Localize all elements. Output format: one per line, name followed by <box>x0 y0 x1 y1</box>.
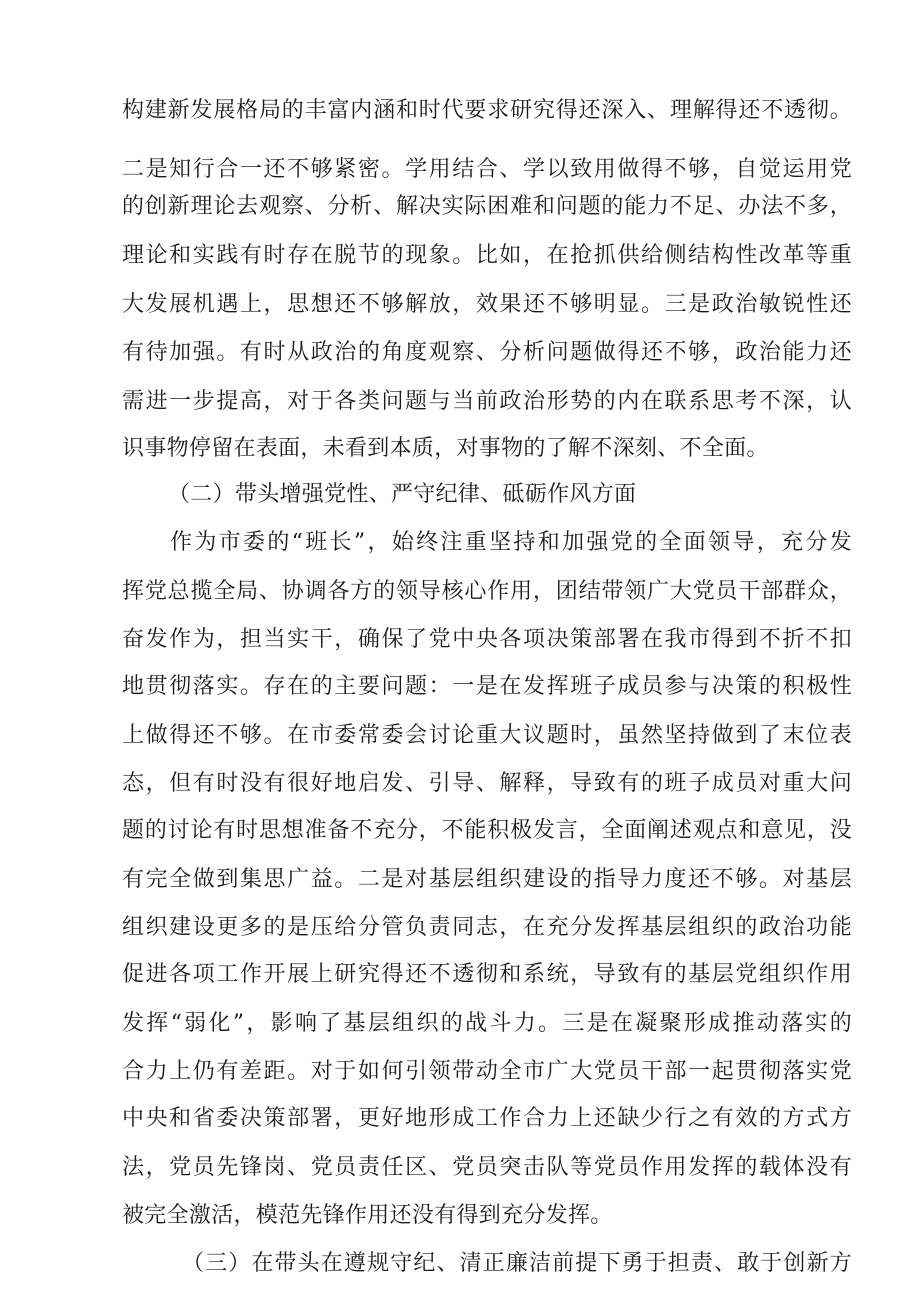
paragraph-line: 促进各项工作开展上研究得还不透彻和系统，导致有的基层党组织作用 <box>122 962 852 987</box>
paragraph-line: 奋发作为，担当实干，确保了党中央各项决策部署在我市得到不折不扣 <box>122 627 852 652</box>
paragraph-line: 识事物停留在表面，未看到本质，对事物的了解不深刻、不全面。 <box>122 436 769 461</box>
paragraph-line: 中央和省委决策部署，更好地形成工作合力上还缺少行之有效的方式方 <box>122 1106 852 1131</box>
paragraph-line: 组织建设更多的是压给分管负责同志，在充分发挥基层组织的政治功能 <box>122 915 852 940</box>
paragraph-line: 挥党总揽全局、协调各方的领导核心作用，团结带领广大党员干部群众， <box>122 579 852 604</box>
paragraph-line: 构建新发展格局的丰富内涵和时代要求研究得还深入、理解得还不透彻。 <box>122 98 852 123</box>
paragraph-line: 上做得还不够。在市委常委会讨论重大议题时，虽然坚持做到了末位表 <box>122 723 852 748</box>
paragraph-line: 合力上仍有差距。对于如何引领带动全市广大党员干部一起贯彻落实党 <box>122 1059 852 1084</box>
paragraph-line: 题的讨论有时思想准备不充分，不能积极发言，全面阐述观点和意见，没 <box>122 818 852 843</box>
paragraph-line: 需进一步提高，对于各类问题与当前政治形势的内在联系思考不深，认 <box>122 389 852 414</box>
paragraph-line: 有完全做到集思广益。二是对基层组织建设的指导力度还不够。对基层 <box>122 867 852 892</box>
paragraph-line: 二是知行合一还不够紧密。学用结合、学以致用做得不够，自觉运用党 <box>122 157 852 182</box>
paragraph-line: 有待加强。有时从政治的角度观察、分析问题做得还不够，政治能力还 <box>122 340 852 365</box>
paragraph-line: 发挥“弱化”，影响了基层组织的战斗力。三是在凝聚形成推动落实的 <box>122 1011 852 1036</box>
paragraph-line: 作为市委的“班长”，始终注重坚持和加强党的全面领导，充分发 <box>170 530 852 555</box>
paragraph-line: 态，但有时没有很好地启发、引导、解释，导致有的班子成员对重大问 <box>122 771 852 796</box>
paragraph-line: 的创新理论去观察、分析、解决实际困难和问题的能力不足、办法不多， <box>122 194 852 219</box>
paragraph-line: 大发展机遇上，思想还不够解放，效果还不够明显。三是政治敏锐性还 <box>122 292 852 317</box>
section-heading: （三）在带头在遵规守纪、清正廉洁前提下勇于担责、敢于创新方 <box>182 1251 852 1276</box>
paragraph-line: 地贯彻落实。存在的主要问题：一是在发挥班子成员参与决策的积极性 <box>122 674 852 699</box>
paragraph-line: 理论和实践有时存在脱节的现象。比如，在抢抓供给侧结构性改革等重 <box>122 243 852 268</box>
paragraph-line: 被完全激活，模范先锋作用还没有得到充分发挥。 <box>122 1203 613 1228</box>
section-heading: （二）带头增强党性、严守纪律、砥砺作风方面 <box>168 482 637 507</box>
paragraph-line: 法，党员先锋岗、党员责任区、党员突击队等党员作用发挥的载体没有 <box>122 1155 852 1180</box>
